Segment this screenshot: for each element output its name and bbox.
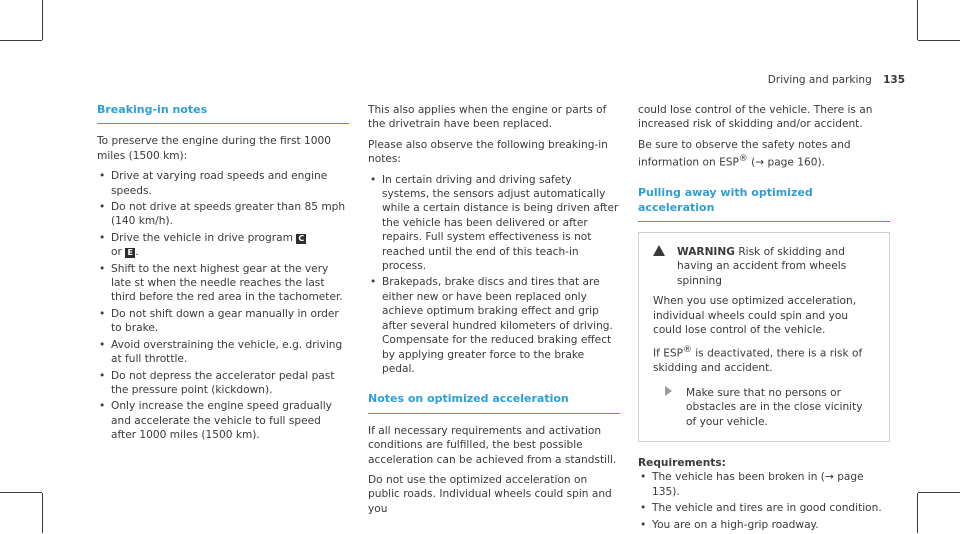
warning-label: WARNING [677, 245, 735, 258]
list-item: • Do not drive at speeds greater than 85 mph (140 km/h). [97, 200, 349, 229]
crop-mark-br-h [918, 492, 960, 493]
section-title: Driving and parking [767, 74, 872, 86]
list-item: • Do not shift down a gear manually in order to brake. [97, 307, 349, 336]
list-item: • Only increase the engine speed gradually and accelerate the vehicle to full speed after 1000 miles (1500 km). [97, 399, 349, 442]
list-item: • Brakepads, brake discs and tires that are either new or have been replaced only achieve optimum braking effect and grip after several hundred kilometers of driving. Compensate for the reduced braking effect by applying greater force to the brake pedal. [368, 275, 620, 376]
crop-mark-tr-h [918, 40, 960, 41]
paragraph: Do not use the optimized acceleration on public roads. Individual wheels could spin and you [368, 473, 612, 515]
warning-instruction: Make sure that no persons or obstacles are in the close vicinity of your vehicle. [653, 386, 875, 429]
crop-mark-bl-h [0, 492, 42, 493]
list-item: • Drive the vehicle in drive program C or E . [97, 231, 349, 260]
paragraph: Be sure to observe the safety notes and information on ESP® (→ page 160). [638, 138, 851, 169]
warning-triangle-icon [653, 245, 665, 256]
pulling-away-heading: Pulling away with optimized acceleration [638, 186, 890, 222]
running-header [768, 74, 905, 86]
list-item: • In certain driving and driving safety systems, the sensors adjust automatically while a certain distance is being driven after the vehicle has been delivered or after repairs. Full system effectiveness is not reached until the end of this teach-in process. [368, 173, 620, 274]
column-3 [638, 103, 890, 534]
paragraph: could lose control of the vehicle. There is an increased risk of skidding and/or accident. [638, 104, 873, 131]
paragraph: If all necessary requirements and activation conditions are fulfilled, the best possible acceleration can be achieved from a standstill. [368, 424, 617, 466]
page-number: 135 [883, 74, 905, 86]
list-item: • Drive at varying road speeds and engine speeds. [97, 169, 349, 198]
warning-text: When you use optimized acceleration, individual wheels could spin and you could lose control of the vehicle. [653, 295, 857, 336]
column-2 [368, 103, 620, 522]
list-item: • The vehicle and tires are in good condition. [638, 501, 890, 515]
crop-mark-tl-h [0, 40, 42, 41]
warning-text: If ESP® is deactivated, there is a risk of skidding and accident. [653, 345, 863, 375]
paragraph: Please also observe the following breaking-in notes: [368, 138, 608, 166]
crop-mark-br-v [917, 493, 918, 533]
warning-title: Risk of skidding and having an accident from wheels spinning [677, 245, 847, 287]
list-item: • The vehicle has been broken in (→ page 135). [638, 470, 890, 499]
list-item: • Do not depress the accelerator pedal past the pressure point (kickdown). [97, 369, 349, 398]
requirements-title: Requirements: [638, 456, 726, 469]
drive-program-c-icon: C [296, 234, 306, 244]
drive-program-e-icon: E [125, 248, 135, 258]
list-item: • Avoid overstraining the vehicle, e.g. driving at full throttle. [97, 338, 349, 367]
page-reference-link[interactable]: (→ page 160). [751, 156, 826, 169]
crop-mark-tr-v [917, 0, 918, 40]
list-item: • Shift to the next highest gear at the very late st when the needle reaches the last third before the red area in the tachometer. [97, 262, 349, 305]
intro-text: To preserve the engine during the first 1000 miles (1500 km): [97, 135, 332, 162]
instruction-arrow-icon [665, 386, 672, 396]
breaking-in-notes-list [368, 173, 620, 377]
warning-box [638, 232, 890, 442]
crop-mark-tl-v [42, 0, 43, 40]
requirements-list [638, 470, 890, 532]
paragraph: This also applies when the engine or parts of the drivetrain have been replaced. [368, 104, 607, 131]
crop-mark-bl-v [42, 493, 43, 533]
list-item: • You are on a high-grip roadway. [638, 518, 890, 532]
breaking-in-list [97, 169, 349, 442]
optimized-acceleration-heading: Notes on optimized acceleration [368, 392, 620, 413]
breaking-in-heading: Breaking-in notes [97, 103, 349, 124]
column-1 [97, 103, 349, 445]
